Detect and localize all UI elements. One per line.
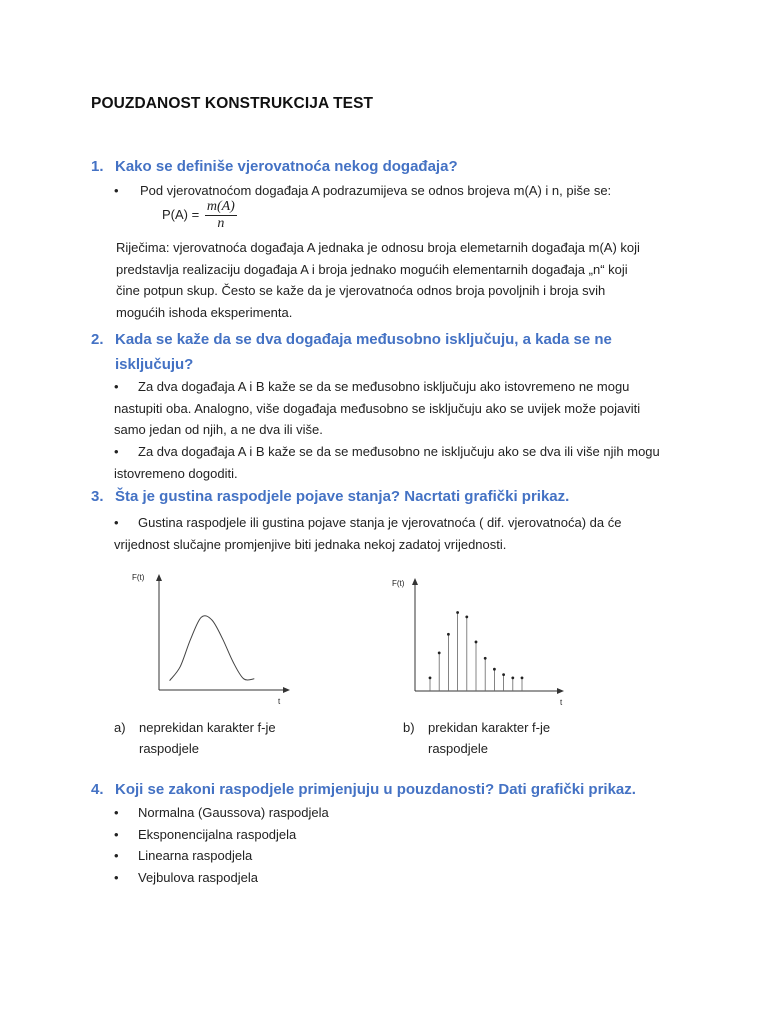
stem-point [484, 657, 487, 660]
figure-b-stems [429, 611, 524, 691]
bullet-line: istovremeno dogoditi. [114, 465, 238, 481]
figure-a-caption-label: a) [114, 720, 126, 735]
bullet-icon: • [114, 515, 119, 530]
caption-line: neprekidan karakter f-je [139, 720, 276, 735]
list-item: • Normalna (Gaussova) raspodjela [140, 802, 540, 824]
caption-line: raspodjele [139, 741, 199, 756]
figure-b-discrete-chart [382, 572, 582, 712]
document-title: POUZDANOST KONSTRUKCIJA TEST [91, 95, 374, 112]
paragraph-line: mogućih ishoda eksperimenta. [116, 304, 293, 320]
stem-point [511, 677, 514, 680]
figure-b-xlabel: t [560, 698, 563, 707]
bullet-line: Za dva događaja A i B kaže se da se međusobno ne isključuju ako se dva ili više njih mogu [138, 444, 660, 459]
question-1-number: 1. [91, 158, 104, 175]
bullet-line: nastupiti oba. Analogno, više događaja međusobno se isključuju ako se uvijek može pojaviti [114, 400, 641, 416]
question-4-list [114, 802, 540, 888]
question-2-text-line: Kada se kaže da se dva događaja međusobno isključuju, a kada se ne [115, 331, 612, 348]
question-1-text: Kako se definiše vjerovatnoća nekog događaja? [115, 158, 458, 175]
question-4-number: 4. [91, 781, 104, 798]
paragraph-line: čine potpun skup. Često se kaže da je vjerovatnoća odnos broja povoljnih i broja svih [116, 283, 606, 298]
stem-point [465, 615, 468, 618]
bullet-line: Gustina raspodjele ili gustina pojave stanja je vjerovatnoća ( dif. vjerovatnoća) da će [138, 515, 622, 530]
bullet-icon: • [114, 183, 119, 198]
paragraph-line: Riječima: vjerovatnoća događaja A jednaka je odnosu broja elemetarnih događaja m(A) koji [116, 240, 640, 255]
bullet-icon: • [114, 848, 119, 863]
caption-line: raspodjele [428, 741, 488, 756]
stem-point [447, 633, 450, 636]
question-3-text: Šta je gustina raspodjele pojave stanja? Nacrtati grafički prikaz. [115, 488, 570, 505]
bullet-icon: • [114, 444, 119, 459]
figure-a-x-arrow [283, 687, 290, 693]
question-4-text: Koji se zakoni raspodjele primjenjuju u pouzdanosti? Dati grafički prikaz. [115, 781, 636, 798]
figure-a-continuous-chart [128, 568, 298, 708]
bullet-icon: • [114, 869, 119, 885]
formula-fraction [205, 199, 237, 232]
figure-b-caption [403, 717, 623, 761]
formula-lhs: P(A) = [162, 206, 200, 222]
figure-a-y-arrow [156, 574, 162, 581]
figure-b-caption-label: b) [403, 720, 415, 735]
probability-formula [162, 199, 237, 232]
bullet-icon: • [114, 826, 119, 842]
figure-b-y-arrow [412, 578, 418, 585]
question-2-number: 2. [91, 331, 104, 348]
figure-a-xlabel: t [278, 697, 281, 706]
question-2-heading [91, 327, 612, 377]
stem-point [438, 651, 441, 654]
list-item: • Linearna raspodjela [140, 845, 540, 867]
bullet-line: samo jedan od njih, a ne dva ili više. [114, 422, 323, 437]
caption-line: prekidan karakter f-je [428, 720, 551, 735]
stem-point [521, 677, 524, 680]
bullet-line: vrijednost slučajne promjenjive biti jednaka nekoj zadatoj vrijednosti. [114, 536, 507, 552]
figure-b-ylabel: F(t) [392, 579, 405, 588]
paragraph-line: predstavlja realizaciju događaja A i broja jednako mogućih elementarnih događaja „n“ koji [116, 261, 628, 277]
stem-point [493, 668, 496, 671]
stem-point [475, 641, 478, 644]
figure-a-ylabel: F(t) [132, 573, 145, 582]
question-4-heading [91, 781, 636, 798]
formula-denominator: n [217, 216, 225, 231]
stem-point [502, 673, 505, 676]
question-1-paragraph [116, 237, 696, 323]
question-1-heading [91, 158, 458, 175]
question-2-text-line: isključuju? [115, 356, 194, 373]
list-item: • Vejbulova raspodjela [140, 867, 540, 889]
figure-b-x-arrow [557, 688, 564, 694]
question-1-bullet-text: Pod vjerovatnoćom događaja A podrazumijeva se odnos brojeva m(A) i n, piše se: [140, 183, 612, 198]
bullet-icon: • [114, 805, 119, 820]
question-3-heading [91, 488, 569, 505]
figure-a-curve [170, 616, 255, 681]
bullet-icon: • [114, 379, 119, 394]
formula-numerator: m(A) [206, 199, 235, 214]
figure-a-caption [114, 717, 334, 761]
question-3-number: 3. [91, 488, 104, 505]
bullet-line: Za dva događaja A i B kaže se da se međusobno isključuju ako istovremeno ne mogu [138, 379, 630, 394]
stem-point [456, 611, 459, 614]
list-item: • Eksponencijalna raspodjela [140, 824, 540, 846]
stem-point [429, 677, 432, 680]
